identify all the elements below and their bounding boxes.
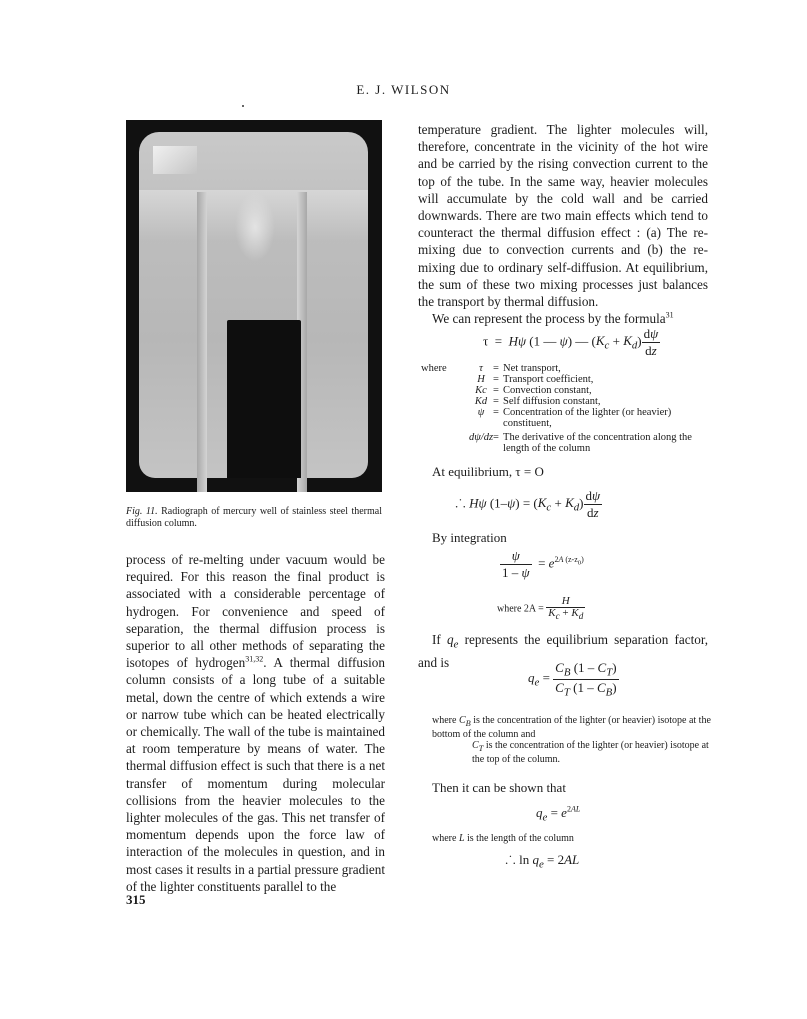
- left-ref: 31,32: [245, 654, 264, 664]
- then-shown: Then it can be shown that: [432, 780, 566, 795]
- equation-equilibrium: .˙. Hψ $(1-\psi) = (K_c + K_d)$ $\frac{d\psi}{dz}$: [455, 488, 601, 520]
- left-column-text: [126, 551, 385, 895]
- variable-definitions: where τ = Net transport, H = Transport coefficient, Kc = Convection constant, Kd = Self diffusion constant, ψ = Concentration of the lighter (or heavier) constituent, dψ/dz = The derivative of the concentration along the length of the column: [421, 363, 713, 454]
- right-paragraph-2: [418, 310, 708, 327]
- where-cb-ct: where $C_B$ is the concentration of the lighter (or heavier) isotope at the bottom of the column and $C_T$ is the concentration of the lighter (or heavier) isotope at the top of the column.: [432, 715, 711, 765]
- var-desc: Convection constant,: [503, 385, 592, 396]
- where-l-text: is the length of the column: [467, 833, 574, 844]
- if-qe-2: represents the equilibrium separation factor, and is: [418, 632, 709, 670]
- var-desc: Net transport,: [503, 363, 561, 374]
- radiograph-left-wall: [197, 192, 207, 492]
- var-desc: The derivative of the concentration along the length of the column: [503, 432, 692, 454]
- by-integration: By integration: [432, 530, 507, 545]
- var-sym: Kd: [474, 396, 488, 407]
- left-text-1: process of re-melting under vacuum would be required. For this reason the final product is associated with a considerable percentage of hydrogen. For convenience and speed of separation, the thermal diffusion process is superior to all other methods of separating the isotopes of hydrogen: [126, 552, 385, 671]
- at-equilibrium: At equilibrium, τ = O: [432, 464, 544, 479]
- where-l: where L is the length of the column: [432, 833, 574, 844]
- figure-caption-text: Radiograph of mercury well of stainless steel thermal diffusion column.: [126, 506, 383, 529]
- equation-qe-exp: $q_e = e^{2AL}$: [536, 804, 581, 824]
- figure-label: Fig. 11.: [126, 506, 158, 517]
- equation-transport: τ = Hψ (1 — ψ) — $(K_c + K_d)$ $\frac{d\psi}{dz}$: [483, 326, 659, 358]
- right-column-text: [418, 121, 708, 327]
- radiograph-image: [139, 132, 368, 478]
- speck: [242, 105, 244, 107]
- var-sym: H: [477, 374, 485, 385]
- equation-qe: $q_e$ = $\frac{C_B (1 - C_T)}{C_T (1 - C_B)}$: [528, 660, 617, 699]
- var-sym: dψ/dz: [469, 432, 494, 443]
- page-number: 315: [126, 892, 146, 907]
- where-2a-text: where 2A =: [497, 603, 544, 615]
- if-qe-paragraph: If $q_e$ represents the equilibrium separation factor, and is: [418, 632, 709, 670]
- right-ref: 31: [665, 310, 674, 320]
- right-para2-text: We can represent the process by the formula: [432, 311, 666, 327]
- equation-integration: $\frac{\psi}{1 - \psi}$ = $e^{2A (z-z_0)}$: [502, 548, 584, 580]
- radiograph-highlight: [153, 146, 197, 174]
- var-desc: Concentration of the lighter (or heavier) constituent,: [503, 407, 672, 429]
- var-sym: Kc: [475, 385, 487, 396]
- if-qe-1: If: [432, 632, 441, 647]
- right-paragraph-1: temperature gradient. The lighter molecules will, therefore, concentrate in the vicinity of the hot wire and be carried by the rising convection current to the top of the tube. In the same way, heavier molecules will accumulate by the cold wall and be carried downwards. There are two main effects which tend to counteract the thermal diffusion effect : (a) The re-mixing due to convection currents and (b) the re-mixing due to ordinary self-diffusion. At equilibrium, the sum of these two mixing processes just balances the transport by thermal diffusion.: [418, 122, 708, 310]
- var-sym: τ: [479, 363, 483, 374]
- mercury-well: [227, 320, 301, 478]
- var-desc: Self diffusion constant,: [503, 396, 601, 407]
- radiograph-spot: [235, 192, 275, 262]
- equation-ln: .˙. $\ln q_e = 2AL$: [505, 852, 580, 871]
- where-label: where: [421, 363, 447, 374]
- where-2a: where 2A = $\frac{H}{K_c + K_d}$: [497, 595, 584, 622]
- var-sym: ψ: [477, 407, 485, 418]
- left-text-2: . A thermal diffusion column consists of a long tube of a suitable metal, down the centre of which extends a wire or narrow tube which can be heated electrically or chemically. The wall of the tube is maintained at room temperature by means of water. The thermal diffusion effect is such that there is a net transfer of momentum during molecular collisions from the heavier molecules to the lighter molecules of the gas. This net transfer of momentum depends upon the force law of interaction of the molecules in question, and in most cases it results in a partial pressure gradient of the lighter constituents parallel to the: [126, 655, 385, 894]
- where-cb-text: is the concentration of the lighter (or heavier) isotope at the bottom of the column and: [432, 715, 711, 740]
- where-ct-text: is the concentration of the lighter (or heavier) isotope at the top of the column.: [472, 740, 709, 765]
- var-desc: Transport coefficient,: [503, 374, 594, 385]
- radiograph-figure: [126, 120, 382, 492]
- running-header: E. J. WILSON: [356, 82, 451, 97]
- figure-caption: [126, 506, 382, 529]
